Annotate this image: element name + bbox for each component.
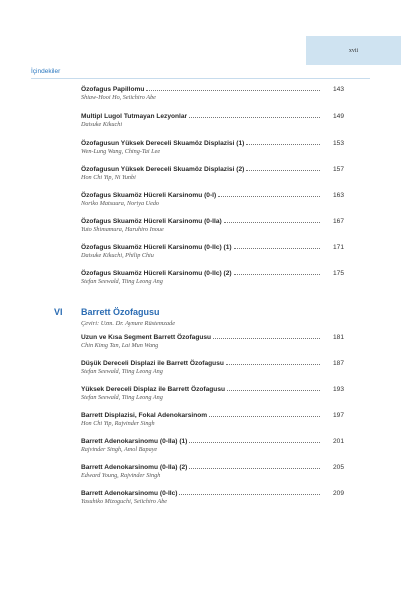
toc-entry-page: 143 — [332, 86, 344, 93]
toc-entry-title: Özofagus Skuamöz Hücreli Karsinomu (0-I) — [81, 192, 217, 199]
leader-dots — [218, 195, 320, 197]
leader-dots — [234, 273, 320, 275]
toc-entry-authors: Shiaw-Hooi Ho, Seiichiro Abe — [81, 94, 156, 101]
toc-entry-page: 187 — [332, 360, 344, 367]
toc-entry-title: Özofagus Skuamöz Hücreli Karsinomu (0-IIc) (2) — [81, 270, 232, 277]
toc-entry-page: 149 — [332, 113, 344, 120]
section-translator: Çeviri: Uzm. Dr. Aynure Rüstemzade — [81, 320, 176, 327]
toc-entry — [81, 410, 344, 427]
toc-entry-page: 209 — [332, 490, 344, 497]
leader-dots — [146, 89, 320, 91]
section-title: Barrett Özofagusu — [81, 307, 160, 317]
toc-entry — [81, 358, 344, 375]
leader-dots — [213, 337, 320, 339]
toc-entry — [81, 164, 344, 181]
toc-entry — [81, 242, 344, 259]
toc-entry — [81, 332, 344, 349]
toc-entry-title: Özofagus Papillomu — [81, 86, 145, 93]
leader-dots — [226, 363, 320, 365]
leader-dots — [189, 441, 320, 443]
toc-entry-title: Özofagusun Yüksek Dereceli Skuamöz Displazisi (2) — [81, 166, 245, 173]
toc-entry-title: Özofagusun Yüksek Dereceli Skuamöz Displazisi (1) — [81, 140, 245, 147]
leader-dots — [234, 247, 320, 249]
toc-entry-page: 175 — [332, 270, 344, 277]
toc-entry-page: 157 — [332, 166, 344, 173]
toc-entry-title: Özofagus Skuamöz Hücreli Karsinomu (0-IIc) (1) — [81, 244, 232, 251]
toc-entry-page: 167 — [332, 218, 344, 225]
leader-dots — [179, 493, 320, 495]
toc-entry-page: 181 — [332, 334, 344, 341]
leader-dots — [246, 143, 320, 145]
toc-entry-page: 197 — [332, 412, 344, 419]
toc-entry-title: Yüksek Dereceli Displaz ile Barrett Özofagusu — [81, 386, 226, 393]
toc-entry-title: Barrett Adenokarsinomu (0-IIa) (2) — [81, 464, 188, 471]
toc-entry-authors: Stefan Seewald, Tiing Leong Ang — [81, 368, 163, 375]
toc-entry-authors: Daisuke Kikuchi, Philip Chiu — [81, 252, 154, 259]
toc-entry-authors: Yasuhiko Mizoguchi, Seiichiro Abe — [81, 498, 168, 505]
toc-entry — [81, 138, 344, 155]
toc-entry-title: Barrett Adenokarsinomu (0-IIc) — [81, 490, 178, 497]
toc-entry-authors: Hon Chi Yip, Rajvinder Singh — [81, 420, 155, 427]
leader-dots — [189, 116, 320, 118]
toc-entry-authors: Noriko Matsuura, Noriya Uedo — [81, 200, 160, 207]
page-number-tab — [306, 36, 401, 65]
header-rule — [31, 78, 370, 79]
toc-entry-title: Düşük Dereceli Displazi ile Barrett Özofagusu — [81, 360, 224, 367]
toc-entry-authors: Wen-Lung Wang, Ching-Tai Lee — [81, 148, 161, 155]
toc-entry-authors: Edward Young, Rajvinder Singh — [81, 472, 161, 479]
toc-entry-title: Barrett Adenokarsinomu (0-IIa) (1) — [81, 438, 188, 445]
toc-entry — [81, 436, 344, 453]
toc-entry-page: 193 — [332, 386, 344, 393]
toc-entry-authors: Yuto Shimamura, Haruhiro Inoue — [81, 226, 164, 233]
toc-entry-title: Uzun ve Kısa Segment Barrett Özofagusu — [81, 334, 212, 341]
toc-entry-title: Özofagus Skuamöz Hücreli Karsinomu (0-IIa) — [81, 218, 222, 225]
toc-entry-authors: Rajvinder Singh, Amol Bapaye — [81, 446, 158, 453]
toc-entry-authors: Stefan Seewald, Tiing Leong Ang — [81, 394, 163, 401]
section-number: VI — [54, 307, 63, 317]
running-head: İçindekiler — [31, 68, 61, 75]
toc-entry-title: Multipl Lugol Tutmayan Lezyonlar — [81, 113, 188, 120]
toc-entry — [81, 384, 344, 401]
toc-entry-page: 205 — [332, 464, 344, 471]
toc-entry-page: 201 — [332, 438, 344, 445]
toc-entry — [81, 190, 344, 207]
toc-entry-authors: Stefan Seewald, Tiing Leong Ang — [81, 278, 163, 285]
leader-dots — [227, 389, 320, 391]
leader-dots — [224, 221, 320, 223]
toc-entry-page: 163 — [332, 192, 344, 199]
toc-entry — [81, 216, 344, 233]
toc-entry-page: 153 — [332, 140, 344, 147]
leader-dots — [246, 169, 320, 171]
toc-entry — [81, 111, 344, 128]
toc-entry-title: Barrett Displazisi, Fokal Adenokarsinom — [81, 412, 208, 419]
toc-entry — [81, 84, 344, 101]
toc-entry-authors: Daisuke Kikuchi — [81, 121, 123, 128]
leader-dots — [189, 467, 320, 469]
page-number: xvii — [348, 48, 359, 54]
toc-entry — [81, 268, 344, 285]
toc-entry — [81, 488, 344, 505]
toc-entry — [81, 462, 344, 479]
toc-entry-authors: Chin Kimg Tan, Lai Mun Wang — [81, 342, 159, 349]
toc-entry-authors: Hon Chi Yip, Ni Yunbi — [81, 174, 136, 181]
leader-dots — [209, 415, 320, 417]
toc-entry-page: 171 — [332, 244, 344, 251]
